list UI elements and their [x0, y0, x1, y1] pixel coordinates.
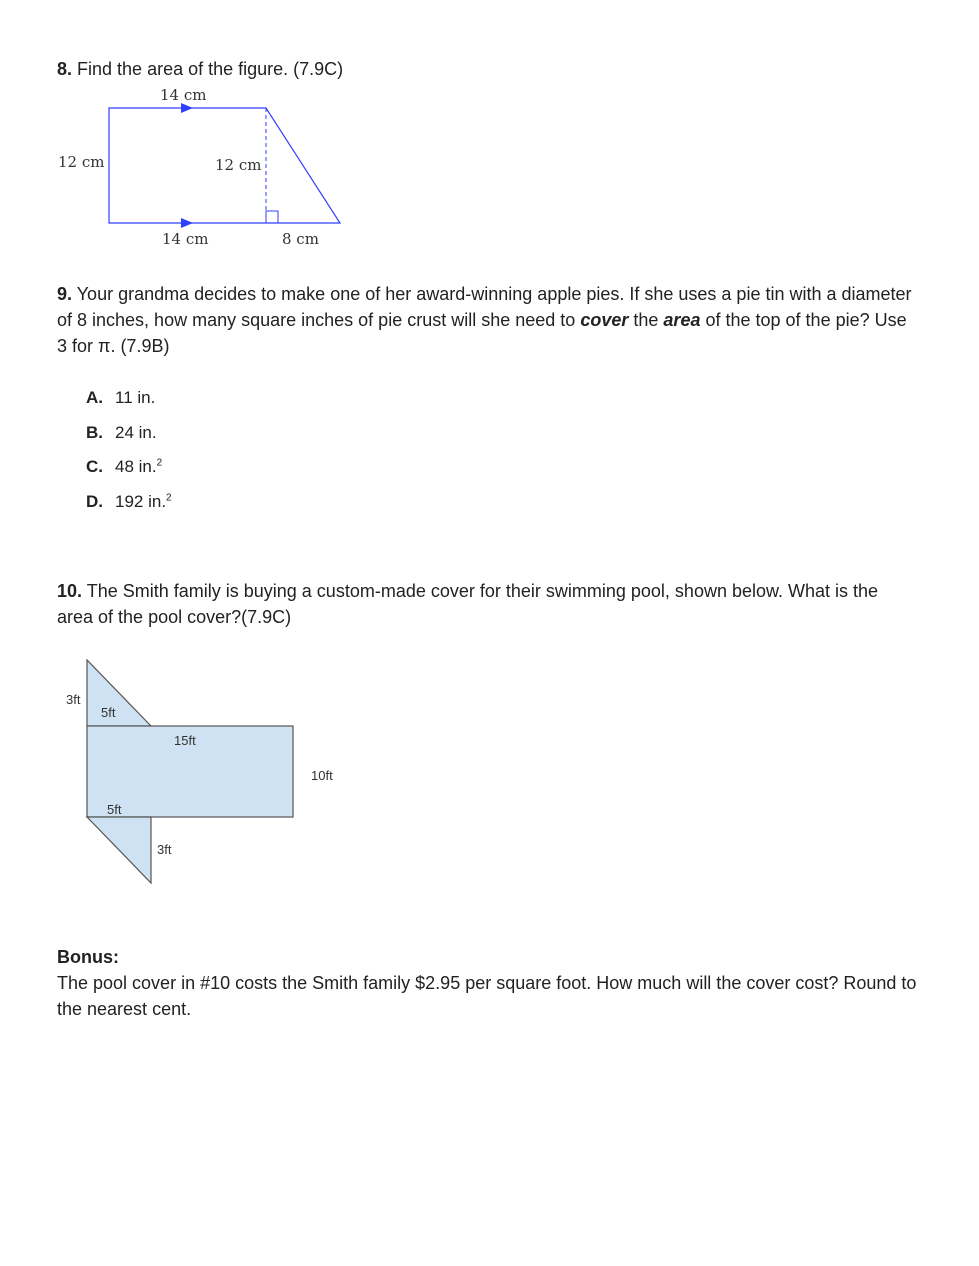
- option-letter: A.: [86, 388, 103, 407]
- question-8: [57, 56, 919, 82]
- label-5ft-top: 5ft: [101, 705, 116, 720]
- question-text: Find the area of the figure. (7.9C): [77, 59, 344, 79]
- pool-figure: [55, 655, 355, 890]
- emphasis-cover: cover: [580, 310, 629, 330]
- question-text-part3: of the top of the pie? Use 3 for π. (7.9B): [57, 310, 907, 356]
- trapezoid-figure: [50, 82, 360, 254]
- option-exponent: 2: [156, 457, 163, 469]
- label-top: 14 cm: [160, 86, 207, 104]
- bonus-section: [57, 944, 919, 1022]
- emphasis-area: area: [663, 310, 701, 330]
- label-height: 12 cm: [215, 156, 262, 174]
- label-15ft: 15ft: [174, 733, 196, 748]
- option-d[interactable]: [86, 492, 172, 512]
- option-value: 11 in.: [115, 388, 156, 407]
- option-b[interactable]: [86, 423, 157, 443]
- bonus-title: Bonus:: [57, 947, 119, 967]
- option-value: 48 in.: [115, 457, 157, 476]
- label-3ft-bottom: 3ft: [157, 842, 172, 857]
- question-number: 10.: [57, 581, 83, 601]
- question-number: 8.: [57, 59, 73, 79]
- option-value: 192 in.: [115, 492, 167, 511]
- label-10ft: 10ft: [311, 768, 333, 783]
- question-text: The Smith family is buying a custom-made cover for their swimming pool, shown below. What is the area of the pool cover?(7.9C): [57, 581, 879, 627]
- parallel-arrow-bottom: [181, 218, 193, 228]
- label-left: 12 cm: [58, 153, 105, 171]
- option-letter: D.: [86, 492, 103, 511]
- top-triangle: [87, 660, 151, 726]
- question-text-part2: the: [633, 310, 659, 330]
- label-3ft-top: 3ft: [66, 692, 81, 707]
- label-5ft-bottom: 5ft: [107, 802, 122, 817]
- question-9: [57, 281, 919, 359]
- option-a[interactable]: [86, 388, 155, 408]
- label-base: 8 cm: [282, 230, 319, 248]
- option-exponent: 2: [166, 492, 172, 504]
- bonus-text: The pool cover in #10 costs the Smith family $2.95 per square foot. How much will the cover cost? Round to the nearest cent.: [57, 973, 917, 1019]
- question-number: 9.: [57, 284, 73, 304]
- question-text-part1: Your grandma decides to make one of her award-winning apple pies. If she uses a pie tin with a diameter of 8 inches, how many square inches of pie crust will she need to: [57, 284, 912, 330]
- option-letter: B.: [86, 423, 103, 442]
- option-c[interactable]: [86, 457, 162, 477]
- option-letter: C.: [86, 457, 103, 476]
- label-bottom: 14 cm: [162, 230, 209, 248]
- right-angle-marker: [266, 211, 278, 223]
- option-value: 24 in.: [115, 423, 157, 442]
- bottom-triangle: [87, 817, 151, 883]
- question-10: [57, 578, 919, 630]
- parallel-arrow-top: [181, 103, 193, 113]
